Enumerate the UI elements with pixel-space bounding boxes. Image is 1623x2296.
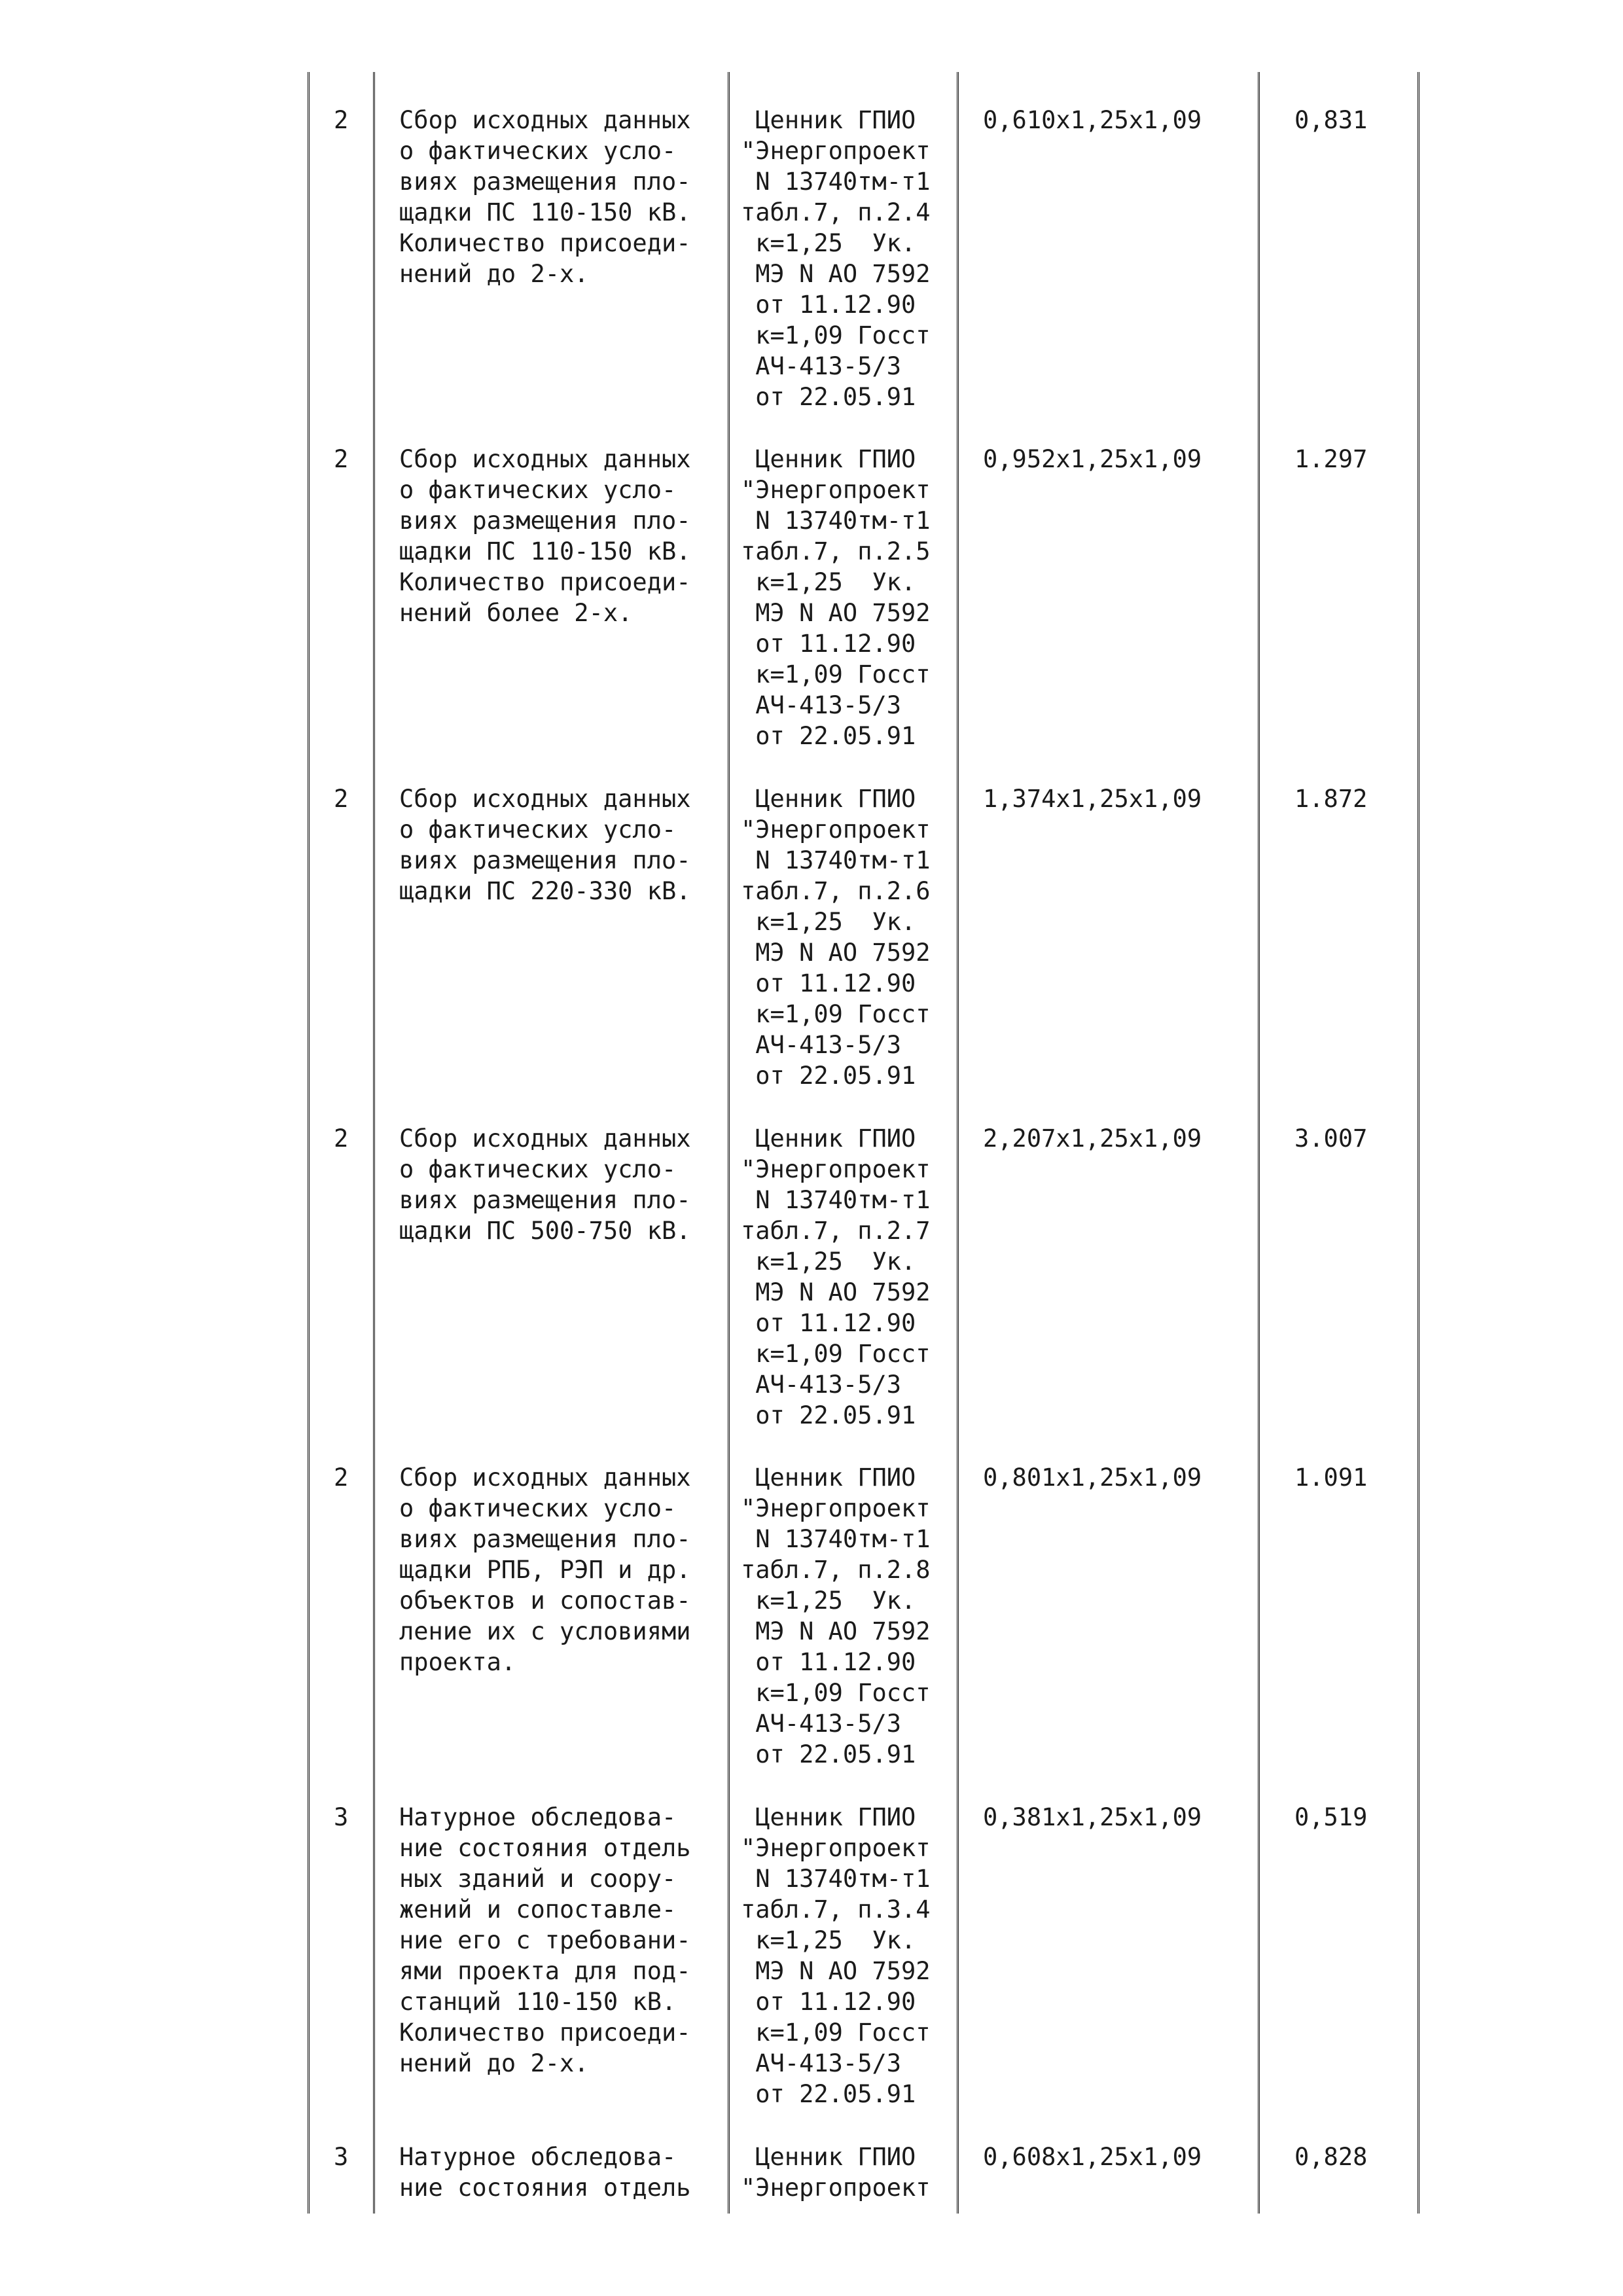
price-source: Ценник ГПИО "Энергопроект N 13740тм-т1 табл.7, п.2.8 к=1,25 Ук. МЭ N АО 7592 от 11.12.90 к=1,09 Госст АЧ-413-5/3 от 22.05.91 xyxy=(741,1463,931,1768)
work-description: Натурное обследова- ние состояния отдель xyxy=(399,2143,691,2202)
cost-value: 1.872 xyxy=(1294,785,1368,813)
cost-value: 0,519 xyxy=(1294,1803,1368,1831)
work-description: Сбор исходных данных о фактических усло- виях размещения пло- щадки ПС 220-330 кВ. xyxy=(399,785,691,905)
item-number: 2 xyxy=(334,1124,349,1153)
cost-value: 1.297 xyxy=(1294,445,1368,473)
cost-value: 3.007 xyxy=(1294,1124,1368,1153)
price-source: Ценник ГПИО "Энергопроект N 13740тм-т1 табл.7, п.3.4 к=1,25 Ук. МЭ N АО 7592 от 11.12.90 к=1,09 Госст АЧ-413-5/3 от 22.05.91 xyxy=(741,1803,931,2108)
price-source: Ценник ГПИО "Энергопроект N 13740тм-т1 табл.7, п.2.4 к=1,25 Ук. МЭ N АО 7592 от 11.12.90 к=1,09 Госст АЧ-413-5/3 от 22.05.91 xyxy=(741,106,931,411)
cost-value: 1.091 xyxy=(1294,1463,1368,1492)
calculation-formula: 2,207х1,25х1,09 xyxy=(983,1124,1202,1153)
table-divider-4 xyxy=(1258,72,1264,2214)
calculation-formula: 0,381х1,25х1,09 xyxy=(983,1803,1202,1831)
table-divider-3 xyxy=(957,72,963,2214)
item-number: 2 xyxy=(334,445,349,473)
work-description: Сбор исходных данных о фактических усло- виях размещения пло- щадки ПС 110-150 кВ. Количество присоеди- нений более 2-х. xyxy=(399,445,691,627)
price-source: Ценник ГПИО "Энергопроект N 13740тм-т1 табл.7, п.2.5 к=1,25 Ук. МЭ N АО 7592 от 11.12.90 к=1,09 Госст АЧ-413-5/3 от 22.05.91 xyxy=(741,445,931,750)
price-source: Ценник ГПИО "Энергопроект N 13740тм-т1 табл.7, п.2.7 к=1,25 Ук. МЭ N АО 7592 от 11.12.90 к=1,09 Госст АЧ-413-5/3 от 22.05.91 xyxy=(741,1124,931,1429)
item-number: 2 xyxy=(334,106,349,134)
item-number: 2 xyxy=(334,785,349,813)
table-border-left xyxy=(308,72,313,2214)
item-number: 3 xyxy=(334,1803,349,1831)
cost-value: 0,831 xyxy=(1294,106,1368,134)
table-border-right xyxy=(1418,72,1423,2214)
cost-value: 0,828 xyxy=(1294,2143,1368,2171)
calculation-formula: 0,952х1,25х1,09 xyxy=(983,445,1202,473)
item-number: 2 xyxy=(334,1463,349,1492)
work-description: Натурное обследова- ние состояния отдель ных зданий и соору- жений и сопоставле- ние его с требовани- ями проекта для под- станций 110-150 кВ. Количество присоеди- нений до 2-х. xyxy=(399,1803,691,2077)
item-number: 3 xyxy=(334,2143,349,2171)
table-divider-2 xyxy=(728,72,734,2214)
price-source: Ценник ГПИО "Энергопроект xyxy=(741,2143,931,2202)
work-description: Сбор исходных данных о фактических усло- виях размещения пло- щадки ПС 110-150 кВ. Количество присоеди- нений до 2-х. xyxy=(399,106,691,288)
calculation-formula: 0,608х1,25х1,09 xyxy=(983,2143,1202,2171)
table-divider-1 xyxy=(373,72,379,2214)
calculation-formula: 1,374х1,25х1,09 xyxy=(983,785,1202,813)
work-description: Сбор исходных данных о фактических усло- виях размещения пло- щадки РПБ, РЭП и др. объектов и сопостав- ление их с условиями проекта. xyxy=(399,1463,691,1676)
work-description: Сбор исходных данных о фактических усло- виях размещения пло- щадки ПС 500-750 кВ. xyxy=(399,1124,691,1245)
calculation-formula: 0,801х1,25х1,09 xyxy=(983,1463,1202,1492)
price-source: Ценник ГПИО "Энергопроект N 13740тм-т1 табл.7, п.2.6 к=1,25 Ук. МЭ N АО 7592 от 11.12.90 к=1,09 Госст АЧ-413-5/3 от 22.05.91 xyxy=(741,785,931,1090)
calculation-formula: 0,610х1,25х1,09 xyxy=(983,106,1202,134)
